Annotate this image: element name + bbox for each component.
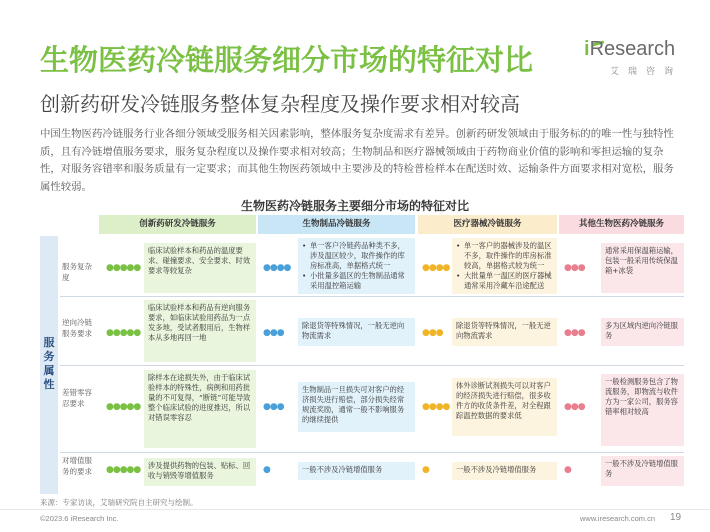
rating-dots: ●●●● <box>422 263 450 273</box>
column-header-innovative-drug: 创新药研发冷链服务 <box>99 215 256 234</box>
list-item: • 小批量多温区的生物制品通常采用温控箱运输 <box>302 271 411 291</box>
rating-dots: ● <box>422 465 429 475</box>
table-cell: 临床试验样本和药品的温度要求、碰撞要求、安全要求、时效要求等较复杂 <box>144 243 256 293</box>
side-label: 服务属性 <box>43 336 55 391</box>
table-cell: 临床试验样本和药品有逆向服务要求，如临床试验用药品为一点发多地，受试者服用后，生物样本从多地再回一地 <box>144 300 256 362</box>
footer-divider <box>0 509 710 510</box>
table-cell: 除退货等特殊情况，一般无逆向物流需求 <box>452 318 557 346</box>
rating-dots: ●●● <box>564 328 585 338</box>
list-item: • 单一客户的器械涉及的温区不多，取件操作的库房标准较高，单据格式较为统一 <box>456 241 553 271</box>
table-cell: 一般检测服务包含了物流服务，即物流与收件方为一家公司，服务容错率相对较高 <box>601 374 684 446</box>
page-number: 19 <box>670 512 682 523</box>
logo-subtitle: 艾瑞咨询 <box>610 67 683 77</box>
rating-dots: ● <box>564 465 571 475</box>
page-subtitle: 创新药研发冷链服务整体复杂程度及操作要求相对较高 <box>40 92 520 116</box>
rating-dots: ● <box>263 465 270 475</box>
website-link[interactable]: www.iresearch.com.cn <box>580 514 656 523</box>
table-cell: 多为区域内逆向冷链服务 <box>601 318 684 346</box>
table-cell: 除样本在途损失外，由于临床试验样本的特殊性，病例和用药批量的不可复得，“断链”可能导致整个临床试验的进度推迟，所以对错误零容忍 <box>144 370 256 448</box>
rating-dots: ●●●●● <box>106 263 141 273</box>
logo-word: Research <box>589 38 676 60</box>
table-cell: 涉及提供药物的包装、贴标、回收与销毁等增值服务 <box>144 458 256 486</box>
table-cell: 除退货等特殊情况，一般无逆向物流需求 <box>298 318 415 346</box>
table-cell <box>452 238 557 294</box>
rating-dots: ●●●●● <box>106 465 141 475</box>
table-cell: 通常采用保温箱运输，包装一般采用传统保温箱+冰袋 <box>601 243 684 293</box>
table-cell: 体外诊断试剂损失可以对客户的经济损失进行赔偿，很多收件方的收货条件差，对全程跟踪温控数据的要求低 <box>452 378 557 436</box>
rating-dots: ●●● <box>564 263 585 273</box>
column-header-biologics: 生物制品冷链服务 <box>258 215 415 234</box>
table-cell: 一般不涉及冷链增值服务 <box>601 456 684 486</box>
row-label-zero-tolerance: 差错零容忍要求 <box>62 388 92 408</box>
logo-i: i <box>584 38 590 60</box>
list-item: • 大批量单一温区的医疗器械通常采用冷藏车沿途配送 <box>456 271 553 291</box>
intro-paragraph: 中国生物医药冷链服务行业各细分领域受服务相关因素影响，整体服务复杂度需求有差异。创新药研发领域由于服务标的的唯一性与独特性质，且有冷链增值服务要求，服务复杂程度以及操作要求相对较高；生物制品和医疗器械领域由于药物商业价值的影响和零担运输的复杂性，对服务容错率和服务质量有一定要求；而其他生物医药领域中主要涉及的特检普检样本在配送时效、运输条件方面要求相对宽松，服务属性较弱。 <box>40 128 674 193</box>
rating-dots: ●●●● <box>422 402 450 412</box>
row-divider <box>60 452 684 453</box>
rating-dots: ●●●●● <box>106 402 141 412</box>
column-header-other: 其他生物医药冷链服务 <box>559 215 684 234</box>
row-divider <box>60 365 684 366</box>
rating-dots: ●●● <box>422 328 443 338</box>
row-label-reverse-logistics: 逆向冷链服务要求 <box>62 318 92 338</box>
table-title: 生物医药冷链服务主要细分市场的特征对比 <box>240 199 469 213</box>
row-divider <box>60 296 684 297</box>
rating-dots: ●●●● <box>263 263 291 273</box>
source-note: 来源：专家访谈，艾瑞研究院自主研究与绘制。 <box>40 498 198 507</box>
rating-dots: ●●●●● <box>106 328 141 338</box>
table-cell: 一般不涉及冷链增值服务 <box>298 462 415 480</box>
table-cell: 生物制品一旦损失可对客户的经济损失进行赔偿，部分损失经常规流奖励，通常一般不影响服务的继续提供 <box>298 382 415 432</box>
column-header-medical-device: 医疗器械冷链服务 <box>418 215 557 234</box>
copyright: ©2023.6 iResearch Inc. <box>40 514 119 523</box>
rating-dots: ●●● <box>263 328 284 338</box>
rating-dots: ●●● <box>564 402 585 412</box>
row-label-value-added: 对增值服务的要求 <box>62 456 92 476</box>
page-title: 生物医药冷链服务细分市场的特征对比 <box>40 43 534 77</box>
iresearch-logo <box>584 38 683 82</box>
table-cell <box>298 238 415 294</box>
rating-dots: ●●● <box>263 402 284 412</box>
list-item: • 单一客户冷链药品种类不多，涉及温区较少，取件操作的库房标准高，单据格式统一 <box>302 241 411 271</box>
table-cell: 一般不涉及冷链增值服务 <box>452 462 557 480</box>
row-label-complexity: 服务复杂度 <box>62 262 92 282</box>
